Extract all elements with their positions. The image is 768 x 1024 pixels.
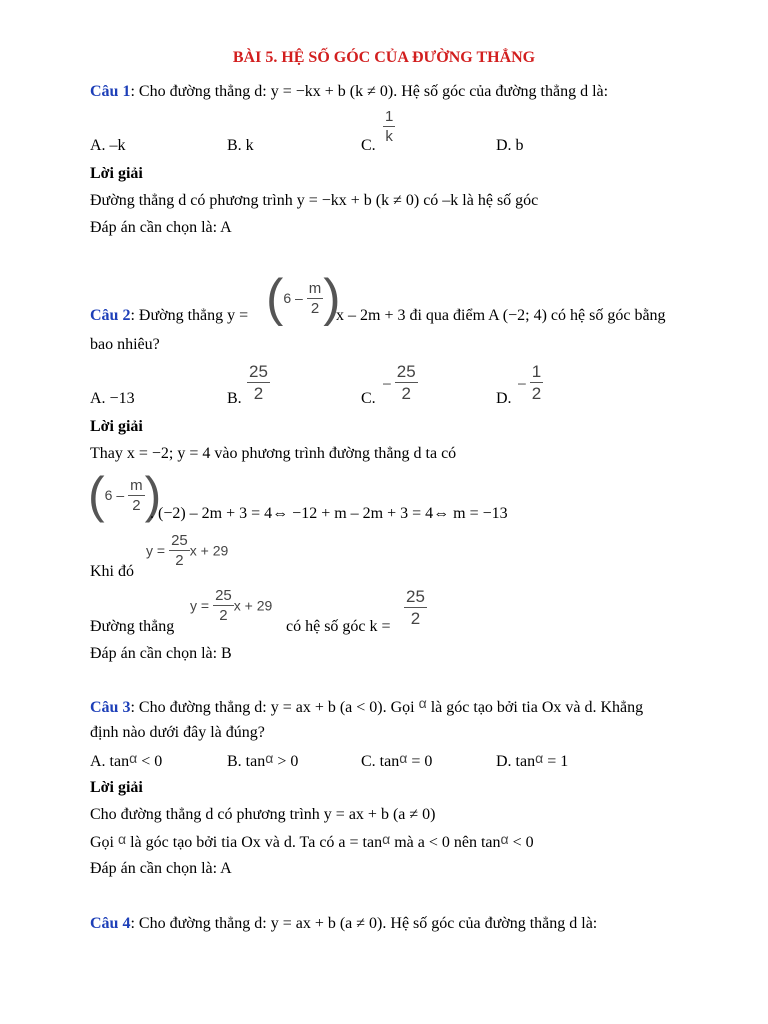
- coefficient-expression: (6 – $\frac{m}{2}$ ): [266, 269, 341, 327]
- question-4: [90, 914, 597, 934]
- solution-label: Lời giải: [90, 165, 143, 182]
- question-text-cont: x – 2m + 3 đi qua điểm A (−2; 4) có hệ số góc bằng: [336, 307, 666, 324]
- slope-fraction: $\frac{25}{2}$: [406, 587, 425, 628]
- solution-line: Cho đường thẳng d có phương trình y = ax + b (a ≠ 0): [90, 806, 436, 823]
- solution-line: Đường thẳng d có phương trình y = −kx + b (k ≠ 0) có –k là hệ số góc: [90, 192, 539, 209]
- slope-text: có hệ số góc k =: [286, 618, 391, 635]
- option-d: D.: [496, 390, 512, 407]
- line-label: Đường thẳng: [90, 618, 175, 635]
- option-b: B. k: [227, 137, 254, 154]
- answer-line: Đáp án cần chọn là: B: [90, 645, 232, 662]
- solution-line: Thay x = −2; y = 4 vào phương trình đường thẳng d ta có: [90, 445, 457, 462]
- option-c-fraction: – $\frac{25}{2}$: [383, 362, 416, 403]
- option-a: A. –k: [90, 137, 126, 154]
- answer-line: Đáp án cần chọn là: A: [90, 860, 232, 877]
- solution-label: Lời giải: [90, 779, 143, 796]
- option-d-fraction: – $\frac{1}{2}$: [518, 362, 542, 403]
- solution-line: . (−2) – 2m + 3 = 4⇔ −12 + m – 2m + 3 = 4⇔ m = −13: [150, 505, 508, 522]
- alpha-symbol: α: [418, 695, 427, 711]
- question-1: [90, 82, 608, 102]
- coefficient-expression: (6 – $\frac{m}{2}$ ): [88, 467, 162, 523]
- question-2: [90, 306, 248, 326]
- option-d: D. b: [496, 137, 524, 154]
- option-c: C.: [361, 390, 376, 407]
- solution-line: Gọi α là góc tạo bởi tia Ox và d. Ta có a = tanα mà a < 0 nên tanα < 0: [90, 831, 534, 851]
- option-d: D. tanα = 1: [496, 750, 569, 770]
- option-c: C. tanα = 0: [361, 750, 433, 770]
- question-text-cont: định nào dưới đây là đúng?: [90, 724, 265, 741]
- question-label: Câu 4: [90, 915, 131, 932]
- option-a: A. tanα < 0: [90, 750, 163, 770]
- option-b-fraction: $\frac{25}{2}$: [249, 362, 268, 403]
- question-text: : Đường thẳng y =: [130, 307, 249, 324]
- option-a: A. −13: [90, 390, 135, 407]
- option-c-fraction: $\frac{1}{k}$: [385, 108, 394, 145]
- solution-label: Lời giải: [90, 418, 143, 435]
- question-label: Câu 3: [90, 699, 131, 716]
- option-c: C.: [361, 137, 376, 154]
- question-label: Câu 1: [90, 83, 131, 100]
- answer-line: Đáp án cần chọn là: A: [90, 219, 232, 236]
- option-b: B.: [227, 390, 242, 407]
- question-text-cont: bao nhiêu?: [90, 336, 160, 353]
- question-3: Câu 3: Cho đường thẳng d: y = ax + b (a < 0). Gọi α là góc tạo bởi tia Ox và d. Khẳng: [90, 695, 644, 716]
- question-text: : Cho đường thẳng d: y = ax + b (a ≠ 0). Hệ số góc của đường thẳng d là:: [130, 915, 598, 932]
- question-text: : Cho đường thẳng d: y = −kx + b (k ≠ 0). Hệ số góc của đường thẳng d là:: [130, 83, 609, 100]
- line-equation: y = $\frac{25}{2}$ x + 29: [190, 587, 273, 624]
- page-title: BÀI 5. HỆ SỐ GÓC CỦA ĐƯỜNG THẲNG: [232, 49, 536, 66]
- question-label: Câu 2: [90, 307, 131, 324]
- line-equation: y = $\frac{25}{2}$ x + 29: [146, 532, 229, 569]
- khi-do-label: Khi đó: [90, 563, 134, 580]
- option-b: B. tanα > 0: [227, 750, 299, 770]
